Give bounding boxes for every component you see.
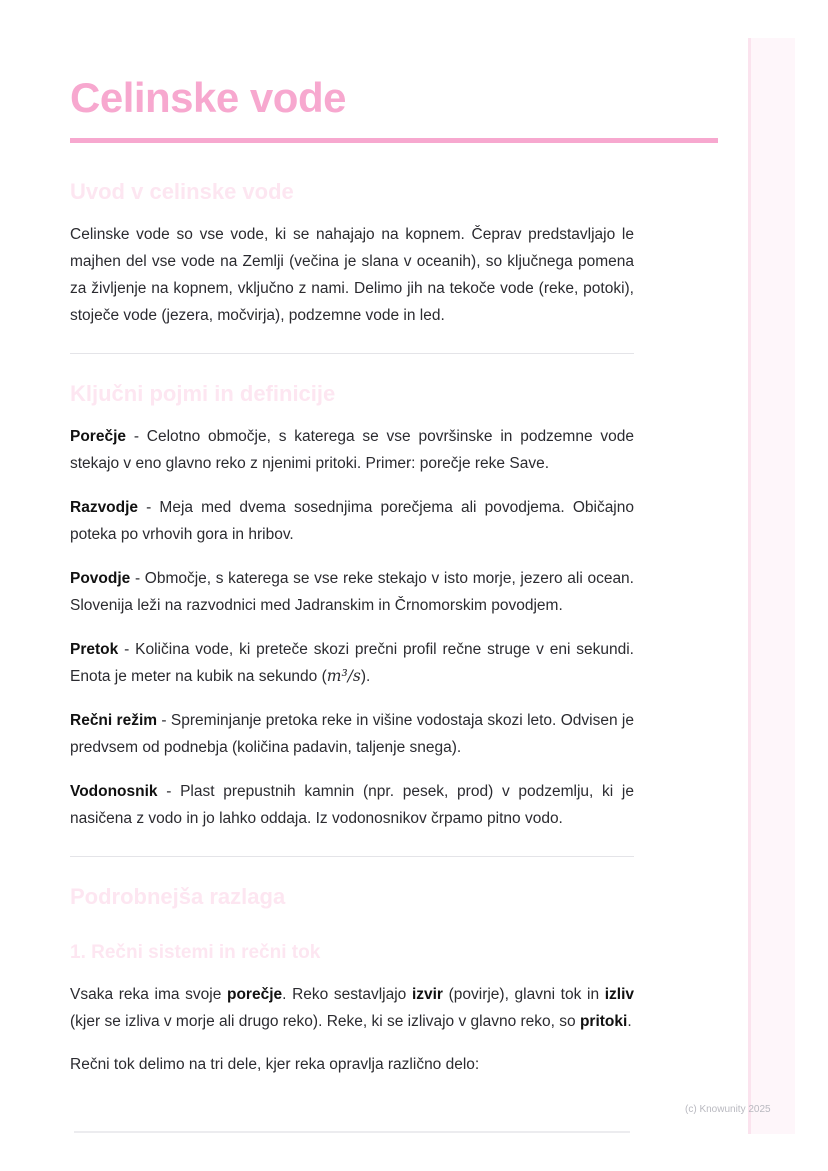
page-side-strip	[748, 38, 795, 1134]
bold-term: izvir	[411, 986, 443, 1003]
subsection-heading: 1. Rečni sistemi in rečni tok	[70, 942, 321, 963]
term-name: Vodonosnik	[70, 783, 158, 800]
term-definition	[70, 494, 634, 548]
text-run: Vsaka reka ima svoje	[70, 986, 227, 1003]
term-name: Pretok	[70, 641, 119, 658]
term-text: - Plast prepustnih kamnin (npr. pesek, prod) v podzemlju, ki je nasičena z vodo in jo lahko oddaja. Iz vodonosnikov črpamo pitno vodo.	[70, 783, 634, 827]
section-divider	[70, 353, 634, 354]
term-text: - Količina vode, ki preteče skozi prečni profil rečne struge v eni sekundi. Enota je meter na kubik na sekundo (	[70, 641, 634, 685]
term-definition	[70, 423, 634, 477]
bold-term: izliv	[604, 986, 635, 1003]
term-definition	[70, 707, 634, 761]
section-heading-intro: Uvod v celinske vode	[70, 179, 294, 204]
text-run: .	[627, 1013, 632, 1030]
term-name: Porečje	[70, 428, 127, 445]
document-title: Celinske vode	[70, 74, 346, 121]
bold-term: porečje	[226, 986, 283, 1003]
details-paragraph: Rečni tok delimo na tri dele, kjer reka opravlja različno delo:	[70, 1056, 480, 1073]
section-heading-terms: Ključni pojmi in definicije	[70, 381, 336, 406]
term-text: - Spreminjanje pretoka reke in višine vodostaja skozi leto. Odvisen je predvsem od podnebja (količina padavin, taljenje snega).	[70, 712, 634, 756]
page-bottom-divider	[74, 1131, 630, 1133]
term-name: Razvodje	[70, 499, 139, 516]
document-page	[70, 70, 718, 1078]
text-run: (povirje), glavni tok in	[442, 986, 605, 1003]
details-paragraph	[70, 981, 634, 1035]
bold-term: pritoki	[579, 1013, 628, 1030]
term-definition	[70, 565, 634, 619]
term-text: - Meja med dvema sosednjima porečjema ali povodjema. Običajno poteka po vrhovih gora in hribov.	[70, 499, 634, 543]
term-text: - Celotno območje, s katerega se vse površinske in podzemne vode stekajo v eno glavno reko z njenimi pritoki. Primer: porečje reke Save.	[70, 428, 634, 472]
text-run: (kjer se izliva v morje ali drugo reko). Reke, ki se izlivajo v glavno reko, so	[70, 1013, 580, 1030]
section-heading-details: Podrobnejša razlaga	[70, 884, 286, 909]
intro-paragraph: Celinske vode so vse vode, ki se nahajajo na kopnem. Čeprav predstavljajo le majhen del vse vode na Zemlji (večina je slana v oceanih), so ključnega pomena za življenje na kopnem, vključno z nami. Delimo jih na tekoče vode (reke, potoki), stoječe vode (jezera, močvirja), podzemne vode in led.	[70, 226, 634, 324]
text-run: . Reko sestavljajo	[282, 986, 412, 1003]
term-name: Rečni režim	[70, 712, 158, 729]
term-name: Povodje	[70, 570, 131, 587]
copyright-footer: (c) Knowunity 2025	[685, 1104, 771, 1115]
term-text: - Območje, s katerega se vse reke stekajo v isto morje, jezero ali ocean. Slovenija leži na razvodnici med Jadranskim in Črnomorskim povodjem.	[70, 570, 634, 614]
term-text-end: ).	[360, 668, 371, 685]
title-underline	[70, 138, 718, 143]
document-content	[70, 177, 634, 1078]
section-divider	[70, 856, 634, 857]
term-definition	[70, 778, 634, 832]
unit-formula: m³/s	[326, 667, 361, 685]
term-definition	[70, 636, 634, 690]
